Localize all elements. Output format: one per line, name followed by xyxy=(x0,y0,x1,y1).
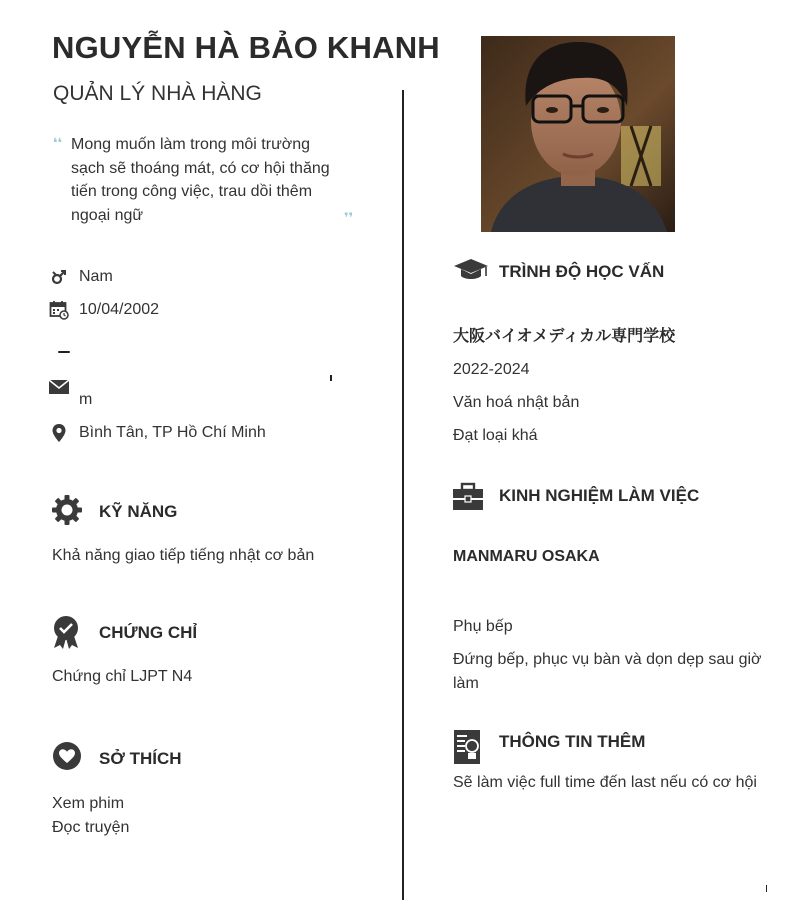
birthday-row xyxy=(48,298,159,322)
study-period: 2022-2024 xyxy=(453,361,530,378)
skill-item: Khả năng giao tiếp tiếng nhật cơ bản xyxy=(52,547,315,564)
document-icon xyxy=(453,729,481,770)
profile-photo xyxy=(481,36,675,232)
company-name: MANMARU OSAKA xyxy=(453,548,600,565)
desired-position: QUẢN LÝ NHÀ HÀNG xyxy=(53,82,262,105)
hobby-item: Xem phim xyxy=(52,795,125,812)
certificate-item: Chứng chỉ LJPT N4 xyxy=(52,668,193,685)
heart-icon xyxy=(52,741,82,776)
job-position: Phụ bếp xyxy=(453,618,513,635)
email-icon xyxy=(48,378,70,401)
certificates-title: CHỨNG CHỈ xyxy=(99,623,198,642)
school-name: 大阪バイオメディカル専門学校 xyxy=(453,328,676,345)
study-major: Văn hoá nhật bản xyxy=(453,394,580,411)
hobbies-title: SỞ THÍCH xyxy=(99,749,182,768)
address-row xyxy=(48,421,266,445)
gear-icon xyxy=(51,494,83,531)
email-value: m xyxy=(79,391,93,408)
study-grade: Đạt loại khá xyxy=(453,427,538,444)
experience-title: KINH NGHIỆM LÀM VIỆC xyxy=(499,486,700,505)
job-description: Đứng bếp, phục vụ bàn và dọn dẹp sau giờ làm xyxy=(453,651,762,692)
column-divider xyxy=(402,90,404,900)
additional-info-text: Sẽ làm việc full time đến last nếu có cơ hội xyxy=(453,774,757,791)
close-quote-icon: ❜❜ xyxy=(344,210,354,225)
redaction-remnant xyxy=(330,375,332,381)
open-quote-icon: ❛❛ xyxy=(53,135,63,150)
hobby-item: Đọc truyện xyxy=(52,819,130,836)
location-pin-icon xyxy=(48,422,70,444)
candidate-name: NGUYỄN HÀ BẢO KHANH xyxy=(52,30,440,65)
address-value: Bình Tân, TP Hồ Chí Minh xyxy=(79,424,266,441)
skills-title: KỸ NĂNG xyxy=(99,502,178,521)
career-objective: Mong muốn làm trong môi trường sạch sẽ thoáng mát, có cơ hội thăng tiến trong công việc, trau dồi thêm ngoại ngữ xyxy=(71,136,330,224)
calendar-icon xyxy=(48,299,70,321)
page-mark xyxy=(766,885,767,892)
briefcase-icon xyxy=(452,482,484,517)
gender-icon xyxy=(48,266,70,288)
phone-icon-remnant xyxy=(58,351,70,353)
education-title: TRÌNH ĐỘ HỌC VẤN xyxy=(499,262,665,281)
additional-info-title: THÔNG TIN THÊM xyxy=(499,732,646,751)
certificate-badge-icon xyxy=(51,614,81,655)
gender-value: Nam xyxy=(79,268,113,285)
birthday-value: 10/04/2002 xyxy=(79,301,160,318)
graduation-cap-icon xyxy=(453,257,489,288)
gender-row xyxy=(48,265,113,289)
